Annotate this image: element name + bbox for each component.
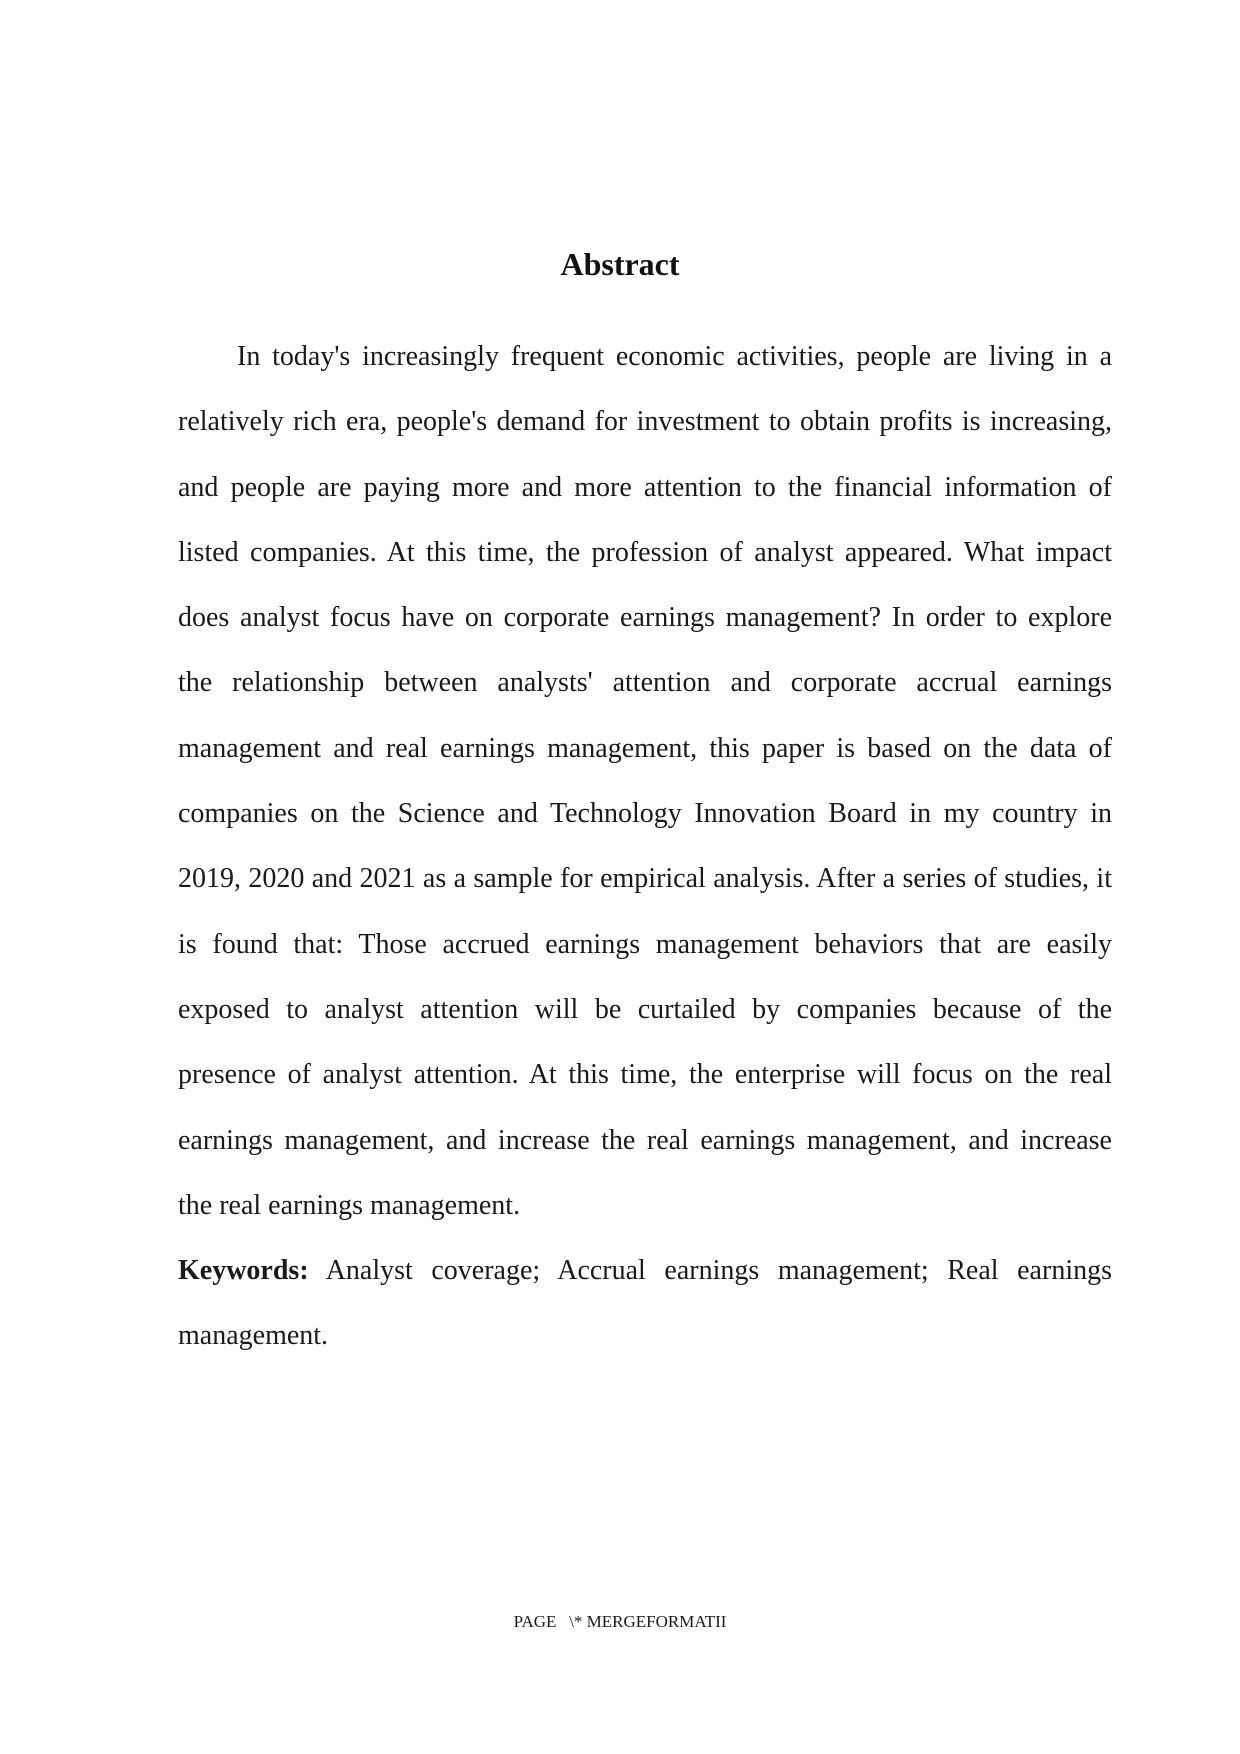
keywords-label: Keywords: <box>178 1255 309 1287</box>
keywords-paragraph <box>178 1238 1112 1369</box>
abstract-paragraph: In today's increasingly frequent economic activities, people are living in a relatively rich era, people's demand for investment to obtain profits is increasing, and people are paying more and more attention to the financial information of listed companies. At this time, the profession of analyst appeared. What impact does analyst focus have on corporate earnings management? In order to explore the relationship between analysts' attention and corporate accrual earnings management and real earnings management, this paper is based on the data of companies on the Science and Technology Innovation Board in my country in 2019, 2020 and 2021 as a sample for empirical analysis. After a series of studies, it is found that: Those accrued earnings management behaviors that are easily exposed to analyst attention will be curtailed by companies because of the presence of analyst attention. At this time, the enterprise will focus on the real earnings management, and increase the real earnings management, and increase the real earnings management. <box>178 341 1112 1221</box>
abstract-section <box>178 324 1112 1369</box>
page-footer: PAGE \* MERGEFORMATII <box>513 1612 727 1631</box>
page-title: Abstract <box>560 246 680 282</box>
keywords-list: Analyst coverage; Accrual earnings management; Real earnings management. <box>178 1255 1112 1352</box>
